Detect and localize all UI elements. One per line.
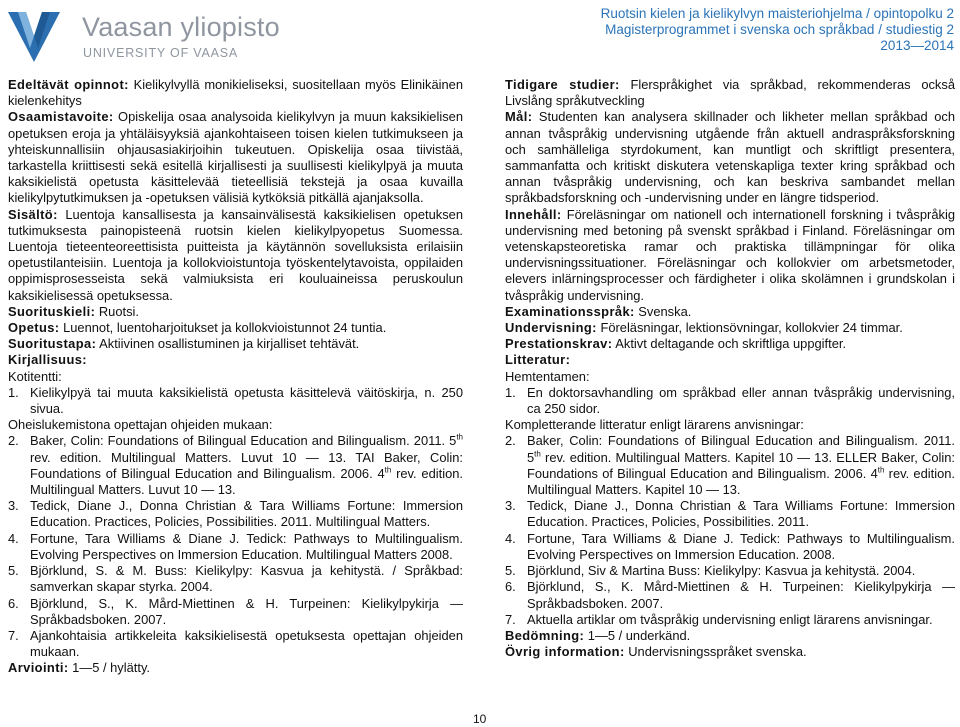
item-number: 2. (505, 433, 516, 449)
program-title-finnish: Ruotsin kielen ja kielikylvyn maisteriohjelma / opintopolku 2 (600, 6, 954, 21)
grading (8, 660, 463, 676)
examination-language-label: Examinationsspråk: (505, 303, 635, 319)
list-item (505, 579, 955, 611)
superscript: th (456, 433, 463, 443)
learning-outcomes (8, 109, 463, 206)
superscript: th (384, 465, 392, 475)
examination-language (505, 304, 955, 320)
superscript: th (877, 465, 885, 475)
list-item (8, 563, 463, 595)
item-text: Fortune, Tara Williams & Diane J. Tedick: Pathways to Multilingualism. Evolving Perspectives on Immersion Education. Multilingual Matters 2008. (30, 530, 463, 562)
prerequisites-label: Tidigare studier: (505, 77, 620, 92)
item-text-part: rev. edition. Multilingual Matters. Luvut 10 — 13. TAI Baker, Colin: Foundations of Bilingual Education and Bilingualism. 2006. 4 (30, 449, 463, 481)
page-number: 10 (473, 712, 487, 726)
item-number: 5. (8, 563, 19, 579)
grading (505, 628, 955, 644)
program-title-swedish: Magisterprogrammet i svenska och språkbad / studiestig 2 (605, 22, 954, 37)
university-logo (6, 8, 280, 63)
literature-label: Litteratur: (505, 352, 571, 368)
list-item (505, 563, 955, 579)
course-content (505, 207, 955, 304)
examination-language-text: Svenska. (634, 303, 692, 319)
item-text: Björklund, S. & M. Buss: Kielikylpy: Kasvua ja kehitystä. / Språkbad: samverkan skapar styrka. 2004. (30, 563, 463, 595)
item-text: Björklund, S., K. Mård-Miettinen & H. Turpeinen: Kielikylpykirja — Språkbadsboken. 2007. (527, 579, 955, 611)
prerequisites (8, 77, 463, 109)
completion-method (8, 336, 463, 352)
item-text: Tedick, Diane J., Donna Christian & Tara Williams Fortune: Immersion Education. Practices, Policies, Possibilities. 2011. Multilingual Matters. (30, 498, 463, 530)
item-text (30, 433, 463, 498)
literature-heading (8, 352, 463, 368)
supplementary-reading-label: Oheislukemistona opettajan ohjeiden mukaan: (8, 417, 273, 433)
item-number: 1. (505, 384, 516, 400)
list-item (8, 385, 463, 417)
item-text-part: rev. edition. Multilingual Matters. Kapitel 10 — 13. ELLER Baker, Colin: Foundations of Bilingual Education and Bilingualism. 2006. 4 (527, 449, 955, 481)
list-item (8, 628, 463, 660)
list-item (8, 433, 463, 498)
page-header (0, 0, 960, 70)
completion-language-label: Suorituskieli: (8, 303, 96, 319)
prerequisites-text: Kielikylvyllä monikieliseksi, suositellaan myös Elinikäinen kielenkehitys (8, 77, 463, 109)
literature-heading (505, 352, 955, 368)
list-item (505, 385, 955, 417)
item-text-part: rev. edition. Multilingual Matters. Luvut 10 — 13. (30, 465, 463, 498)
teaching-label: Undervisning: (505, 320, 597, 336)
course-content-text: Föreläsningar om nationell och internationell forskning i tvåspråkig undervisning med betoning på svenskt språkbad i Finland. Föreläsningar om vetenskapsteoretiska ramar och praktiska tillämpningar för olika undervisningssituationer. Föreläsningar och kollokvier om arbetsmetoder, elevers inlärningsprocesser och färdigheter i olika skolämnen i grundskolan i tvåspråkig undervisning. (505, 206, 955, 303)
completion-method-label: Prestationskrav: (505, 336, 613, 352)
course-content-label: Sisältö: (8, 206, 58, 222)
item-text: Björklund, S., K. Mård-Miettinen & H. Turpeinen: Kielikylpykirja — Språkbadsboken. 2007. (30, 595, 463, 627)
item-text-part: Baker, Colin: Foundations of Bilingual Education and Bilingualism. 2011. 5 (30, 433, 457, 449)
list-item (8, 596, 463, 628)
teaching-text: Föreläsningar, lektionsövningar, kollokvier 24 timmar. (596, 320, 903, 336)
item-text: Tedick, Diane J., Donna Christian & Tara Williams Fortune: Immersion Education. Practices, Policies, Possibilities. 2011. (527, 498, 955, 530)
item-number: 3. (8, 498, 19, 514)
prerequisites-text: Flerspråkighet via språkbad, rekommenderas också Livslång språkutveckling (505, 77, 955, 109)
item-text: Björklund, Siv & Martina Buss: Kielikylpy: Kasvua ja kehitystä. 2004. (527, 563, 916, 579)
course-description-finnish (8, 77, 463, 677)
university-name: Vaasan yliopisto (82, 12, 280, 42)
item-number: 7. (8, 627, 19, 643)
list-item (8, 498, 463, 530)
course-content-text: Luentoja kansallisesta ja kansainvälisestä kaksikielisen opetuksen tutkimuksesta painopisteenä ruotsin kielen kielikylpyopetus Suomessa. Luentoja tieteenteoreettisista puitteista ja käytännön sovelluksista erilaisiin opetustilanteisiin. Luentoja ja kollokvioistuntoja työskentelytavoista, oppilaiden oppimisprosesseista sekä valmiuksista eri kouluaineissa peruskoulun kaksikielisessä opetuksessa. (8, 206, 463, 303)
completion-method-text: Aktivt deltagande och skriftliga uppgifter. (612, 336, 847, 352)
item-text: Kielikylpyä tai muuta kaksikielistä opetusta käsittelevä väitöskirja, n. 250 sivua. (30, 384, 463, 417)
learning-outcomes (505, 109, 955, 206)
teaching-text: Luennot, luentoharjoitukset ja kollokvioistunnot 24 tuntia. (59, 320, 387, 336)
other-information-text: Undervisningsspråket svenska. (624, 644, 807, 660)
item-text: En doktorsavhandling om språkbad eller annan tvåspråkig undervisning, ca 250 sidor. (527, 384, 955, 417)
grading-text: 1—5 / hylätty. (68, 660, 151, 676)
item-number: 6. (505, 579, 516, 595)
list-item (505, 433, 955, 498)
course-content-label: Innehåll: (505, 206, 562, 222)
grading-text: 1—5 / underkänd. (584, 627, 691, 643)
list-item (505, 612, 955, 628)
teaching-label: Opetus: (8, 320, 60, 336)
prerequisites-label: Edeltävät opinnot: (8, 77, 129, 92)
learning-outcomes-text: Opiskelija osaa analysoida kielikylvyn ja muun kaksikielisen opetuksen eroja ja yhtäläisyyksiä ajankohtaiseen toisen kielen tutkimukseen ja yhteiskunnallisiin ohjausasiakirjoihin tukeutuen. Opiskelija osaa tiivistää, tarkastella kriittisesti sekä esitellä kirjallisesti ja suullisesti kielikylpyä ja muuta kaksikielistä opetusta käsittelevää tieteellisiä tekstejä ja osaa kuvailla kielikylpytutkimuksen ja -opetuksen välisiä kytköksiä pitkällä ajanjaksolla. (8, 109, 463, 206)
prerequisites (505, 77, 955, 109)
exam-type: Hemtentamen: (505, 368, 590, 384)
list-item (505, 531, 955, 563)
supplementary-reading-label: Kompletterande litteratur enligt lärarens anvisningar: (505, 417, 804, 433)
item-number: 6. (8, 595, 19, 611)
program-heading (601, 6, 954, 54)
completion-method-text: Aktiivinen osallistuminen ja kirjalliset tehtävät. (96, 336, 360, 352)
completion-method-label: Suoritustapa: (8, 336, 97, 352)
item-number: 1. (8, 384, 19, 400)
other-information (505, 644, 955, 660)
course-description-swedish (505, 77, 955, 660)
university-name-english: UNIVERSITY OF VAASA (83, 46, 239, 60)
item-number: 3. (505, 498, 516, 514)
list-item (8, 531, 463, 563)
grading-label: Bedömning: (505, 627, 585, 643)
course-content (8, 207, 463, 304)
superscript: th (534, 449, 541, 459)
item-text (527, 433, 955, 498)
list-item (505, 498, 955, 530)
item-text-part: Baker, Colin: Foundations of Bilingual Education and Bilingualism. 2011. 5 (527, 433, 955, 465)
completion-method (505, 336, 955, 352)
teaching (8, 320, 463, 336)
literature-label: Kirjallisuus: (8, 352, 87, 368)
item-number: 7. (505, 611, 516, 627)
item-text-part: rev. edition. Multilingual Matters. Kapitel 10 — 13. (527, 465, 955, 498)
item-text: Ajankohtaisia artikkeleita kaksikielisestä opetuksesta opettajan ohjeiden mukaan. (30, 627, 463, 660)
item-text: Fortune, Tara Williams & Diane J. Tedick: Pathways to Multilingualism. Evolving Perspectives on Immersion Education. 2008. (527, 530, 955, 562)
completion-language-text: Ruotsi. (95, 303, 139, 319)
academic-years: 2013—2014 (880, 38, 954, 53)
learning-outcomes-text: Studenten kan analysera skillnader och likheter mellan språkbad och annan tvåspråkig undervisning utgående från aktuell andraspråksforskning och samhälleliga styrdokument, kan muntligt och skriftligt presentera, sammanfatta och kritiskt diskutera vetenskapliga texter kring språkbad och annan tvåspråkig undervisning, och kan beskriva sambandet mellan språkbadsforskning och -undervisning under en längre tidsperiod. (505, 109, 955, 206)
item-number: 4. (8, 530, 19, 546)
grading-label: Arviointi: (8, 660, 69, 676)
other-information-label: Övrig information: (505, 644, 625, 660)
exam-type: Kotitentti: (8, 368, 62, 384)
item-number: 4. (505, 530, 516, 546)
item-number: 2. (8, 433, 19, 449)
learning-outcomes-label: Osaamistavoite: (8, 109, 114, 125)
teaching (505, 320, 955, 336)
item-number: 5. (505, 563, 516, 579)
learning-outcomes-label: Mål: (505, 109, 533, 125)
completion-language (8, 304, 463, 320)
university-emblem-icon (6, 8, 62, 64)
item-text: Aktuella artiklar om tvåspråkig undervisning enligt lärarens anvisningar. (527, 611, 933, 627)
